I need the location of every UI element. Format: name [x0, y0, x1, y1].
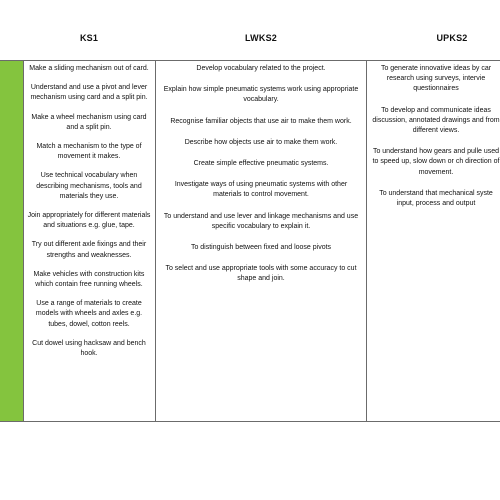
- header-ks1: KS1: [79, 33, 99, 43]
- lwks2-item: Create simple effective pneumatic systems.: [193, 160, 329, 168]
- upks2-item: To understand that mechanical syste input, process and output: [379, 189, 493, 208]
- ks1-item: Join appropriately for different materials and situations e.g. glue, tape.: [27, 212, 151, 230]
- ks1-item: Cut dowel using hacksaw and bench hook.: [32, 339, 146, 358]
- ks1-item: Match a mechanism to the type of movement it makes.: [36, 143, 142, 161]
- column-divider: [366, 61, 367, 421]
- upks2-column: [372, 64, 500, 220]
- ks1-item: Use a range of materials to create models with wheels and axles e.g. tubes, dowel, cotton reels.: [35, 300, 143, 328]
- upks2-item: To generate innovative ideas by car research using surveys, intervie questionnaires: [380, 65, 492, 93]
- header-lwks2: LWKS2: [244, 33, 277, 43]
- lwks2-item: Investigate ways of using pneumatic systems with other materials to control movement.: [174, 181, 348, 199]
- column-divider: [23, 61, 24, 421]
- lwks2-column: [160, 64, 362, 296]
- lwks2-item: To understand and use lever and linkage mechanisms and use specific vocabulary to explain it.: [163, 212, 359, 230]
- ks1-item: Try out different axle fixings and their strengths and weaknesses.: [31, 241, 147, 259]
- upks2-item: To understand how gears and pulle used to speed up, slow down or ch direction of movement.: [372, 148, 500, 176]
- lwks2-item: Describe how objects use air to make them work.: [184, 138, 338, 146]
- upks2-item: To develop and communicate ideas discussion, annotated drawings and from different views.: [372, 106, 500, 135]
- green-side-bar: [0, 61, 23, 421]
- ks1-item: Understand and use a pivot and lever mechanism using card and a split pin.: [30, 84, 148, 102]
- lwks2-item: Explain how simple pneumatic systems work using appropriate vocabulary.: [163, 86, 359, 104]
- curriculum-table: [0, 60, 500, 422]
- ks1-item: Make vehicles with construction kits which contain free running wheels.: [33, 270, 145, 289]
- column-divider: [155, 61, 156, 421]
- ks1-item: Make a sliding mechanism out of card.: [29, 65, 149, 72]
- lwks2-item: Recognise familiar objects that use air to make them work.: [170, 117, 352, 125]
- lwks2-item: To select and use appropriate tools with some accuracy to cut shape and join.: [165, 265, 357, 283]
- header-upks2: UPKS2: [436, 33, 468, 43]
- ks1-column: [27, 64, 151, 368]
- ks1-item: Use technical vocabulary when describing mechanisms, tools and materials they use.: [36, 172, 142, 200]
- table-header: [0, 18, 500, 58]
- lwks2-item: To distinguish between fixed and loose pivots: [190, 244, 332, 252]
- lwks2-item: Develop vocabulary related to the project.: [196, 65, 326, 72]
- ks1-item: Make a wheel mechanism using card and a split pin.: [31, 113, 147, 131]
